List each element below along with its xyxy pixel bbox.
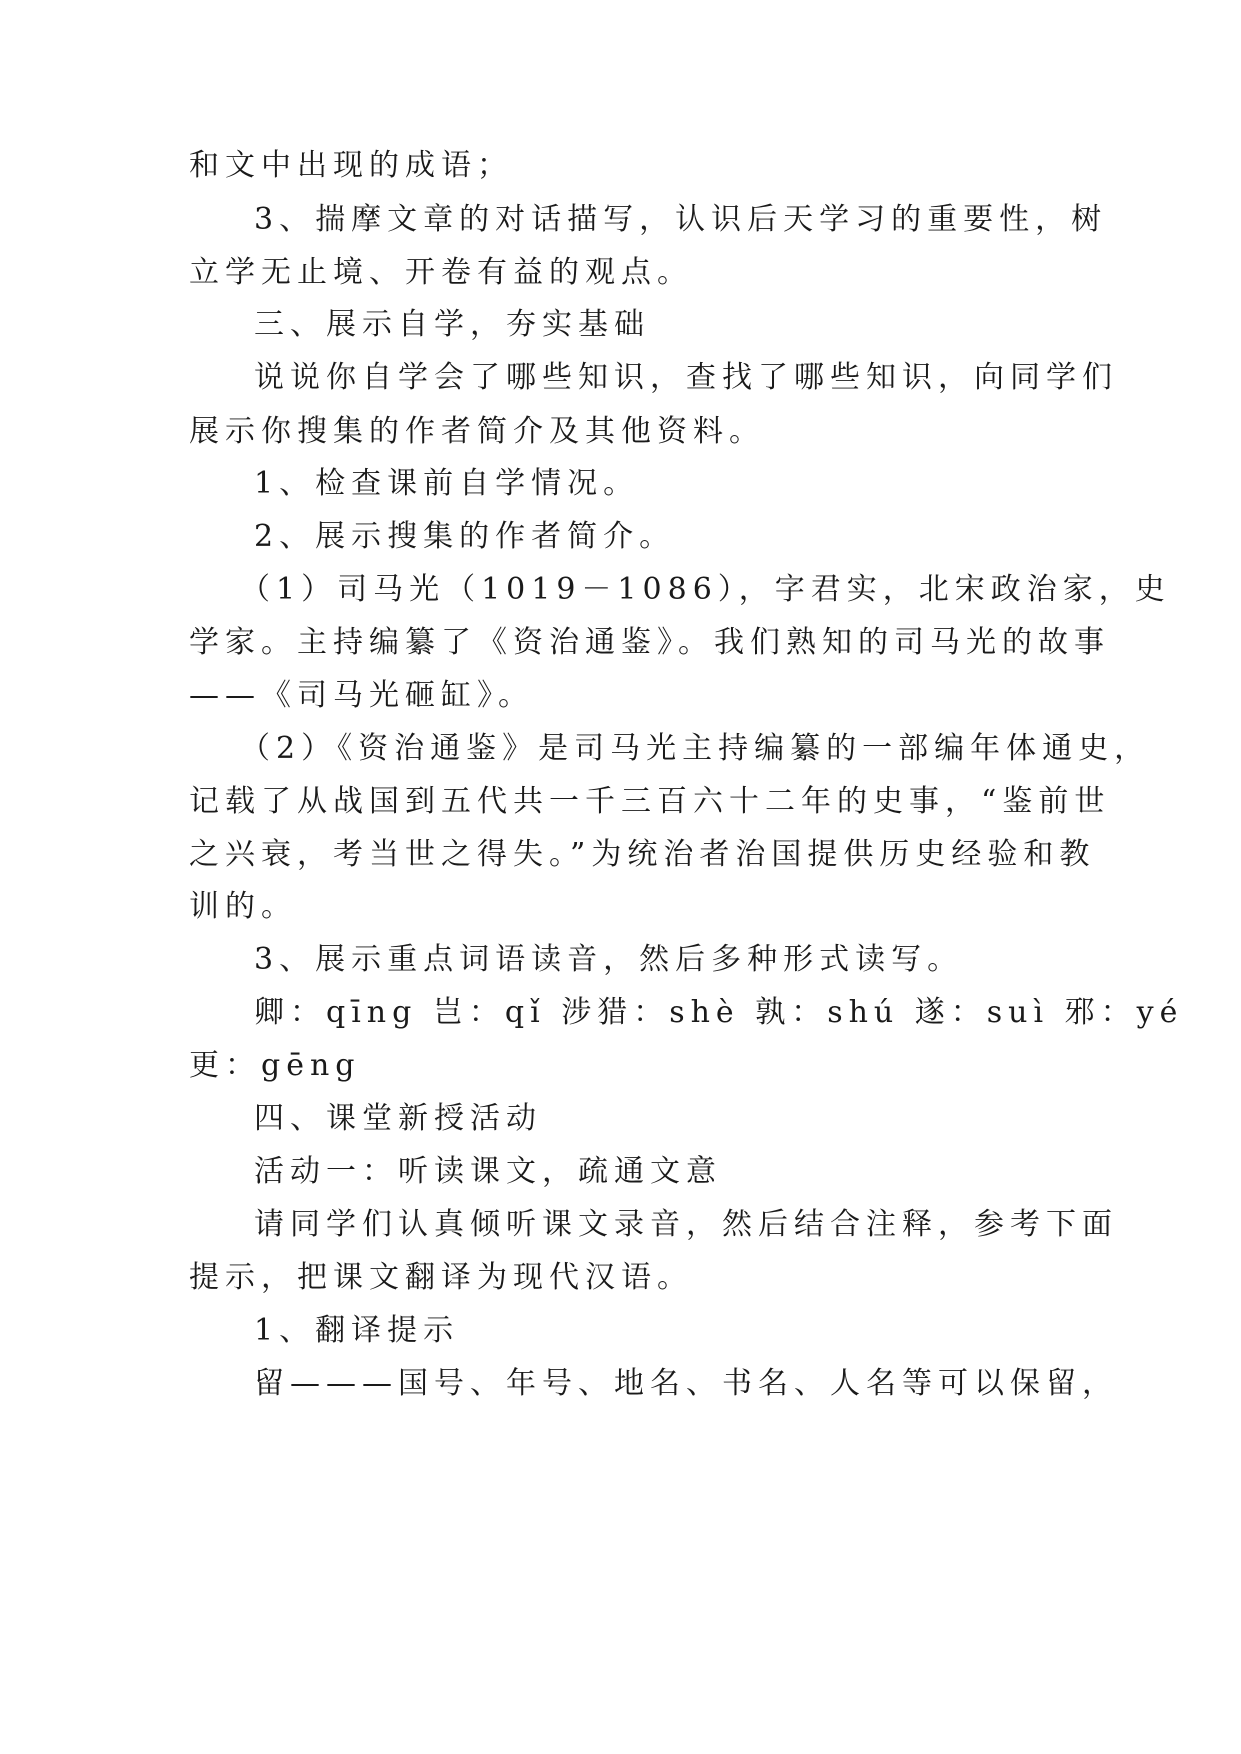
text-line: ——《司马光砸缸》。 xyxy=(189,678,534,713)
section-heading: 四、课堂新授活动 xyxy=(254,1101,542,1136)
text-line: 2、展示搜集的作者简介。 xyxy=(254,519,676,554)
text-line: 提示，把课文翻译为现代汉语。 xyxy=(189,1260,693,1295)
text-line: 展示你搜集的作者简介及其他资料。 xyxy=(189,414,765,449)
pinyin-line: 更：gēng xyxy=(189,1048,361,1083)
text-line: 1、检查课前自学情况。 xyxy=(254,466,640,501)
text-line: （1）司马光（1019－1086），字君实，北宋政治家，史 xyxy=(240,572,1171,607)
text-line: 学家。主持编纂了《资治通鉴》。我们熟知的司马光的故事 xyxy=(189,625,1110,660)
text-line: 说说你自学会了哪些知识，查找了哪些知识，向同学们 xyxy=(254,360,1118,395)
text-line: 记载了从战国到五代共一千三百六十二年的史事，“鉴前世 xyxy=(189,784,1111,819)
text-line: 请同学们认真倾听课文录音，然后结合注释，参考下面 xyxy=(254,1207,1118,1242)
text-line: 1、翻译提示 xyxy=(254,1313,460,1348)
text-line: 之兴衰，考当世之得失。”为统治者治国提供历史经验和教 xyxy=(189,837,1096,872)
text-line: 3、揣摩文章的对话描写，认识后天学习的重要性，树 xyxy=(254,202,1108,237)
text-line: 留———国号、年号、地名、书名、人名等可以保留， xyxy=(254,1366,1118,1401)
text-line: 和文中出现的成语； xyxy=(189,148,513,183)
activity-heading: 活动一：听读课文，疏通文意 xyxy=(254,1154,722,1189)
text-line: 训的。 xyxy=(189,889,297,924)
text-line: （2）《资治通鉴》是司马光主持编纂的一部编年体通史， xyxy=(240,731,1151,766)
text-line: 3、展示重点词语读音，然后多种形式读写。 xyxy=(254,942,964,977)
pinyin-line: 卿：qīng 岂：qǐ 涉猎：shè 孰：shú 遂：suì 邪：yé xyxy=(254,995,1184,1030)
text-line: 立学无止境、开卷有益的观点。 xyxy=(189,255,693,290)
section-heading: 三、展示自学，夯实基础 xyxy=(254,307,650,342)
